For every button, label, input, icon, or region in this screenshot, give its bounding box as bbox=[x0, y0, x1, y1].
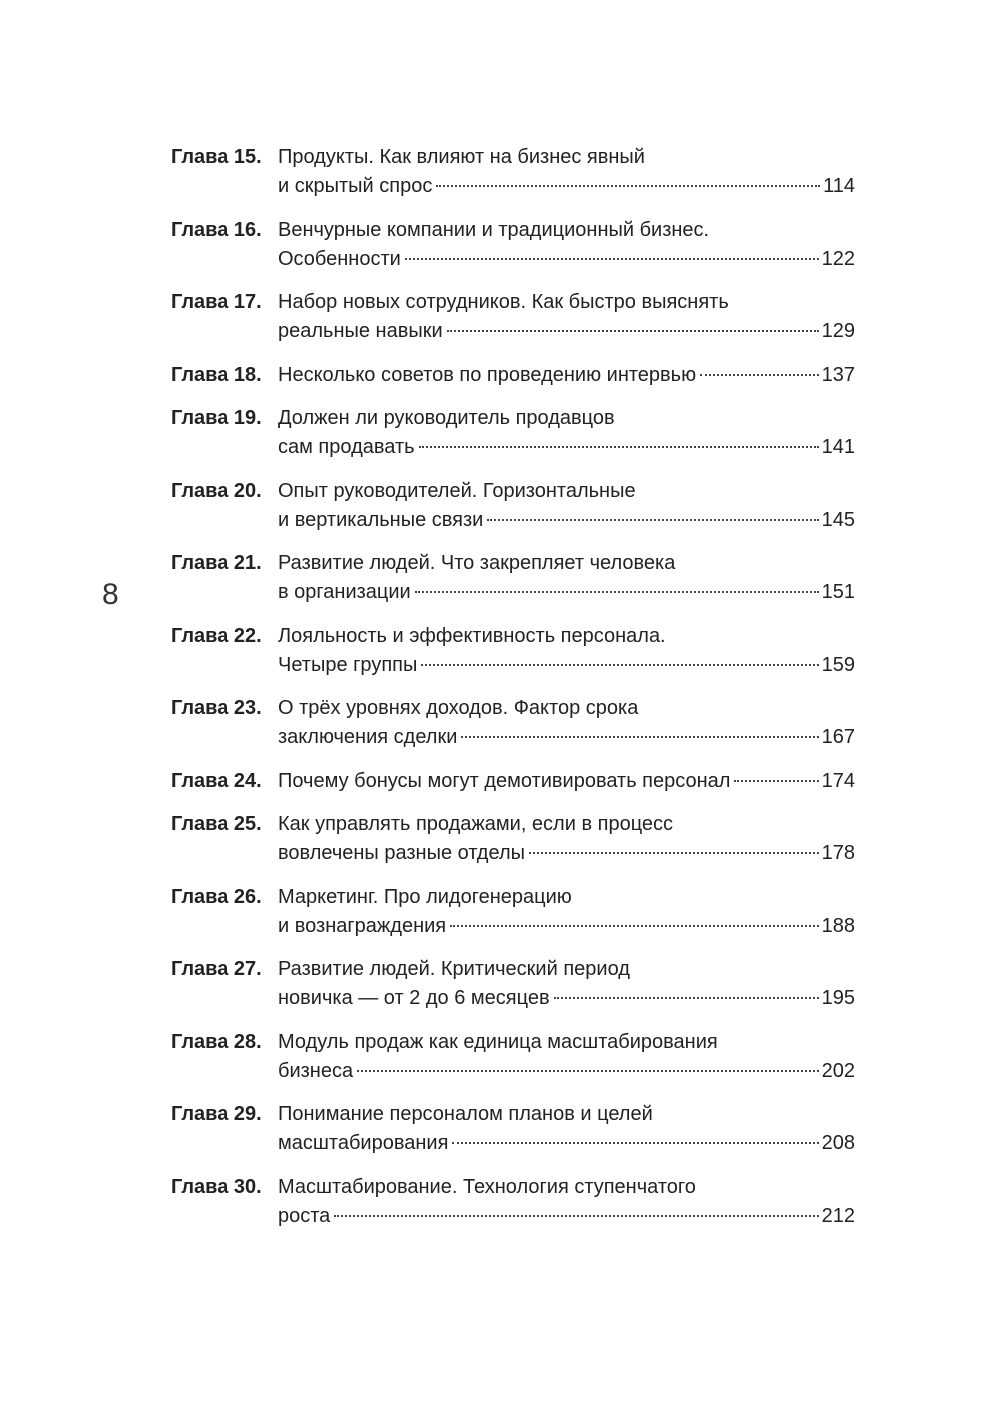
toc-entry bbox=[171, 216, 855, 274]
chapter-title bbox=[278, 622, 855, 680]
chapter-title-last-line bbox=[278, 767, 855, 796]
dot-leader bbox=[419, 446, 819, 448]
chapter-title bbox=[278, 216, 855, 274]
chapter-title-last-line bbox=[278, 1057, 855, 1086]
chapter-title bbox=[278, 694, 855, 752]
chapter-title-line: Развитие людей. Что закрепляет человека bbox=[278, 552, 676, 574]
chapter-title-line: Несколько советов по проведению интервью bbox=[278, 363, 697, 386]
page-ref: 188 bbox=[821, 914, 855, 937]
chapter-title bbox=[278, 143, 855, 201]
toc-entry bbox=[171, 1173, 855, 1231]
page-ref: 145 bbox=[821, 508, 855, 531]
page-ref: 195 bbox=[821, 987, 855, 1009]
chapter-label: Глава 30. bbox=[171, 1175, 262, 1198]
chapter-title bbox=[278, 767, 855, 796]
chapter-title-last-line bbox=[278, 651, 855, 680]
page-ref: 174 bbox=[821, 769, 855, 792]
chapter-label: Глава 17. bbox=[171, 291, 262, 313]
chapter-label: Глава 21. bbox=[171, 552, 262, 574]
chapter-label: Глава 29. bbox=[171, 1103, 262, 1125]
toc-entry bbox=[171, 883, 855, 941]
chapter-title-line: заключения сделки bbox=[278, 726, 458, 748]
dot-leader bbox=[421, 664, 818, 666]
chapter-title-last-line bbox=[278, 1129, 855, 1158]
dot-leader bbox=[447, 330, 819, 332]
chapter-title-last-line bbox=[278, 912, 855, 941]
page-number: 8 bbox=[102, 578, 119, 611]
dot-leader bbox=[529, 852, 819, 854]
table-of-contents bbox=[171, 143, 855, 1245]
toc-entry bbox=[171, 1100, 855, 1158]
dot-leader bbox=[700, 374, 819, 376]
chapter-title bbox=[278, 1173, 855, 1231]
chapter-title-line: и вертикальные связи bbox=[278, 508, 484, 531]
chapter-title bbox=[278, 404, 855, 462]
toc-entry bbox=[171, 1028, 855, 1086]
toc-entry bbox=[171, 767, 855, 796]
chapter-title-line: реальные навыки bbox=[278, 320, 443, 342]
chapter-title bbox=[278, 361, 855, 390]
page-ref: 202 bbox=[821, 1059, 855, 1082]
chapter-label: Глава 23. bbox=[171, 697, 262, 719]
toc-entry bbox=[171, 694, 855, 752]
chapter-label: Глава 15. bbox=[171, 146, 262, 168]
chapter-title-line: Почему бонусы могут демотивировать персонал bbox=[278, 769, 731, 792]
chapter-title-line: в организации bbox=[278, 581, 411, 603]
chapter-title-line: О трёх уровнях доходов. Фактор срока bbox=[278, 697, 639, 719]
chapter-title-last-line bbox=[278, 984, 855, 1013]
chapter-label: Глава 22. bbox=[171, 624, 262, 647]
chapter-title-line: Опыт руководителей. Горизонтальные bbox=[278, 479, 636, 502]
dot-leader bbox=[487, 519, 818, 521]
toc-entry bbox=[171, 143, 855, 201]
chapter-title-line: роста bbox=[278, 1204, 331, 1227]
chapter-title-line: бизнеса bbox=[278, 1059, 354, 1082]
chapter-label: Глава 18. bbox=[171, 363, 262, 386]
page-ref: 159 bbox=[821, 653, 855, 676]
chapter-title-last-line bbox=[278, 361, 855, 390]
dot-leader bbox=[450, 925, 819, 927]
chapter-title-last-line bbox=[278, 245, 855, 274]
dot-leader bbox=[436, 185, 820, 187]
chapter-label: Глава 19. bbox=[171, 407, 262, 429]
toc-entry bbox=[171, 288, 855, 346]
page-ref: 167 bbox=[821, 726, 855, 748]
page-ref: 141 bbox=[821, 436, 855, 458]
chapter-title-line: масштабирования bbox=[278, 1132, 449, 1154]
page-ref: 151 bbox=[821, 581, 855, 603]
chapter-title-line: Развитие людей. Критический период bbox=[278, 958, 630, 980]
toc-entry bbox=[171, 810, 855, 868]
chapter-label: Глава 16. bbox=[171, 218, 262, 241]
chapter-label: Глава 25. bbox=[171, 813, 262, 835]
toc-entry bbox=[171, 955, 855, 1013]
chapter-title-last-line bbox=[278, 433, 855, 462]
chapter-title-line: Особенности bbox=[278, 247, 401, 270]
chapter-title bbox=[278, 477, 855, 535]
chapter-title-line: Должен ли руководитель продавцов bbox=[278, 407, 615, 429]
chapter-title-line: Масштабирование. Технология ступенчатого bbox=[278, 1175, 696, 1198]
page-ref: 178 bbox=[821, 842, 855, 864]
chapter-title-line: и вознаграждения bbox=[278, 914, 447, 937]
chapter-label: Глава 27. bbox=[171, 958, 262, 980]
chapter-title-last-line bbox=[278, 506, 855, 535]
chapter-title-line: Как управлять продажами, если в процесс bbox=[278, 813, 674, 835]
chapter-title-last-line bbox=[278, 1202, 855, 1231]
chapter-title-last-line bbox=[278, 317, 855, 346]
chapter-title-line: Маркетинг. Про лидогенерацию bbox=[278, 885, 572, 908]
chapter-title-line: вовлечены разные отделы bbox=[278, 842, 525, 864]
dot-leader bbox=[334, 1215, 818, 1217]
chapter-title bbox=[278, 1028, 855, 1086]
chapter-title bbox=[278, 288, 855, 346]
chapter-title-last-line bbox=[278, 723, 855, 752]
toc-entry bbox=[171, 622, 855, 680]
chapter-title-line: и скрытый спрос bbox=[278, 175, 433, 197]
dot-leader bbox=[734, 780, 818, 782]
chapter-title-line: сам продавать bbox=[278, 436, 415, 458]
dot-leader bbox=[357, 1070, 819, 1072]
dot-leader bbox=[415, 591, 819, 593]
chapter-title-line: Понимание персоналом планов и целей bbox=[278, 1103, 653, 1125]
dot-leader bbox=[554, 997, 819, 999]
chapter-title bbox=[278, 883, 855, 941]
chapter-title-last-line bbox=[278, 839, 855, 868]
chapter-title bbox=[278, 810, 855, 868]
page-ref: 212 bbox=[821, 1204, 855, 1227]
chapter-label: Глава 20. bbox=[171, 479, 262, 502]
toc-entry bbox=[171, 477, 855, 535]
chapter-title-last-line bbox=[278, 172, 855, 201]
chapter-title-line: Четыре группы bbox=[278, 653, 418, 676]
chapter-title-line: Лояльность и эффективность персонала. bbox=[278, 624, 666, 647]
page-ref: 208 bbox=[821, 1132, 855, 1154]
chapter-label: Глава 26. bbox=[171, 885, 262, 908]
toc-entry bbox=[171, 361, 855, 390]
page-ref: 114 bbox=[823, 175, 855, 197]
chapter-label: Глава 24. bbox=[171, 769, 262, 792]
dot-leader bbox=[405, 258, 819, 260]
chapter-title-line: Набор новых сотрудников. Как быстро выяснять bbox=[278, 291, 729, 313]
chapter-label: Глава 28. bbox=[171, 1030, 262, 1053]
chapter-title bbox=[278, 1100, 855, 1158]
dot-leader bbox=[452, 1142, 818, 1144]
chapter-title-line: Модуль продаж как единица масштабирования bbox=[278, 1030, 718, 1053]
page-ref: 137 bbox=[821, 363, 855, 386]
chapter-title bbox=[278, 955, 855, 1013]
chapter-title bbox=[278, 549, 855, 607]
chapter-title-last-line bbox=[278, 578, 855, 607]
page-ref: 122 bbox=[821, 247, 855, 270]
chapter-title-line: Продукты. Как влияют на бизнес явный bbox=[278, 146, 645, 168]
page-ref: 129 bbox=[821, 320, 855, 342]
toc-entry bbox=[171, 549, 855, 607]
chapter-title-line: новичка — от 2 до 6 месяцев bbox=[278, 987, 550, 1009]
chapter-title-line: Венчурные компании и традиционный бизнес. bbox=[278, 218, 710, 241]
dot-leader bbox=[461, 736, 818, 738]
toc-entry bbox=[171, 404, 855, 462]
